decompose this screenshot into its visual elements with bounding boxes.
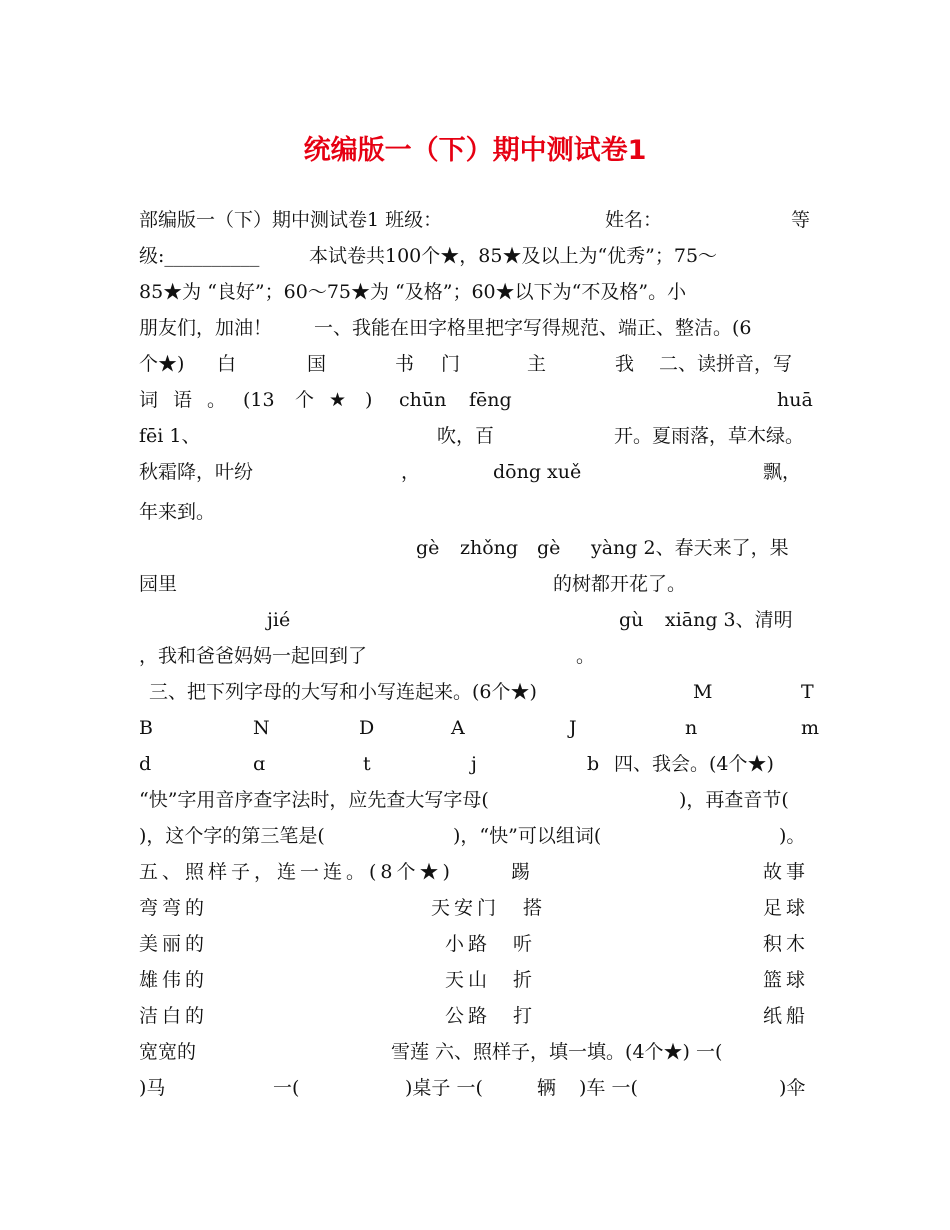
- text-segment: 个★): [139, 353, 185, 375]
- text-segment: 洁白的: [139, 1005, 209, 1027]
- text-segment: (13: [243, 389, 275, 411]
- text-line: [139, 382, 812, 418]
- text-segment: j: [471, 753, 477, 775]
- text-segment: 积木: [763, 933, 810, 955]
- text-segment: A: [451, 717, 465, 739]
- text-segment: gè: [416, 537, 440, 559]
- text-segment: xiāng 3、清明: [665, 609, 793, 631]
- text-segment: 85★为 “良好”；60～75★为 “及格”；60★以下为“不及格”。小: [139, 281, 687, 303]
- text-line: [139, 782, 812, 818]
- text-segment: b: [587, 753, 600, 775]
- text-segment: )车 一(: [579, 1077, 638, 1099]
- text-segment: 三、把下列字母的大写和小写连起来。(6个★): [149, 681, 537, 703]
- text-segment: jié: [267, 609, 291, 631]
- text-segment: 足球: [763, 897, 810, 919]
- text-segment: 弯弯的: [139, 897, 209, 919]
- page-title: 统编版一（下）期中测试卷1: [303, 135, 647, 166]
- text-segment: )，再查音节(: [679, 789, 789, 811]
- text-segment: 听: [513, 933, 533, 955]
- text-line: [139, 274, 812, 310]
- text-segment: 。: [207, 389, 227, 411]
- text-line: [139, 418, 812, 454]
- text-line: [139, 890, 812, 926]
- text-segment: 开。夏雨落，草木绿。: [614, 425, 805, 447]
- text-segment: 吹，百: [437, 425, 495, 447]
- text-segment: 小路: [445, 933, 492, 955]
- text-segment: 美丽的: [139, 933, 209, 955]
- text-segment: 搭: [523, 897, 543, 919]
- text-segment: 本试卷共100个★，85★及以上为“优秀”；75～: [309, 245, 718, 267]
- text-segment: 园里: [139, 573, 178, 595]
- text-segment: 五、照样子，连一连。(8个★): [139, 861, 454, 883]
- text-line: [139, 530, 812, 566]
- text-segment: 纸船: [763, 1005, 810, 1027]
- text-segment: 姓名：: [605, 209, 663, 231]
- text-line: [139, 1070, 812, 1106]
- text-segment: 等: [791, 209, 811, 231]
- text-line: [139, 746, 812, 782]
- text-segment: 秋霜降，叶纷: [139, 461, 254, 483]
- text-line: [139, 310, 812, 346]
- text-line: [139, 710, 820, 746]
- text-segment: 踢: [511, 861, 531, 883]
- text-segment: 宽宽的: [139, 1041, 197, 1063]
- text-segment: 国: [307, 353, 327, 375]
- text-line: [139, 346, 812, 382]
- text-segment: 二、读拼音，写: [659, 353, 793, 375]
- text-segment: m: [801, 717, 820, 739]
- text-segment: )，“快”可以组词(: [453, 825, 602, 847]
- text-segment: gù: [619, 609, 644, 631]
- text-segment: J: [569, 717, 577, 739]
- text-segment: 主: [527, 353, 547, 375]
- text-segment: D: [359, 717, 375, 739]
- text-segment: 雪莲 六、照样子，填一填。(4个★) 一(: [391, 1041, 723, 1063]
- text-segment: 朋友们，加油！: [139, 317, 273, 339]
- text-line: [139, 494, 812, 530]
- text-segment: ，: [401, 461, 421, 483]
- text-segment: N: [253, 717, 270, 739]
- text-line: [139, 926, 812, 962]
- text-segment: 折: [513, 969, 533, 991]
- text-segment: dōng xuě: [493, 461, 582, 483]
- text-segment: B: [139, 717, 153, 739]
- text-segment: 篮球: [763, 969, 810, 991]
- text-line: [139, 854, 812, 890]
- text-segment: 辆: [537, 1077, 557, 1099]
- text-segment: 语: [173, 389, 193, 411]
- text-segment: )。: [779, 825, 806, 847]
- text-segment: )伞: [779, 1077, 806, 1099]
- text-segment: 一、我能在田字格里把字写得规范、端正、整洁。(6: [314, 317, 752, 339]
- text-segment: 一(: [273, 1077, 300, 1099]
- text-segment: zhǒng: [460, 537, 519, 559]
- text-segment: 打: [513, 1005, 533, 1027]
- text-segment: 四、我会。(4个★): [614, 753, 774, 775]
- text-segment: 天安门: [431, 897, 501, 919]
- text-segment: 部编版一（下）期中测试卷1 班级：: [139, 209, 443, 231]
- text-segment: 天山: [445, 969, 492, 991]
- text-segment: )马: [139, 1077, 166, 1099]
- text-segment: 词: [139, 389, 159, 411]
- text-line: [139, 638, 812, 674]
- text-segment: T: [801, 681, 814, 703]
- text-segment: huā: [777, 389, 813, 411]
- text-segment: fēi 1、: [139, 425, 201, 447]
- text-segment: 雄伟的: [139, 969, 209, 991]
- text-segment: 我: [615, 353, 635, 375]
- text-segment: M: [693, 681, 713, 703]
- text-segment: t: [363, 753, 371, 775]
- text-segment: ɑ: [253, 753, 266, 775]
- text-segment: fēng: [469, 389, 512, 411]
- text-segment: 年来到。: [139, 501, 216, 523]
- text-line: [139, 962, 812, 998]
- text-segment: 故事: [763, 861, 810, 883]
- text-line: [139, 674, 812, 710]
- text-line: [139, 602, 812, 638]
- text-segment: ): [365, 389, 373, 411]
- text-segment: “快”字用音序查字法时，应先查大写字母(: [139, 789, 489, 811]
- text-segment: )，这个字的第三笔是(: [139, 825, 325, 847]
- text-segment: 级:__________: [139, 245, 260, 267]
- text-line: [139, 566, 812, 602]
- text-segment: yàng 2、春天来了，果: [591, 537, 789, 559]
- text-line: [139, 998, 812, 1034]
- text-segment: )桌子 一(: [405, 1077, 483, 1099]
- text-segment: 飘，: [763, 461, 802, 483]
- text-segment: n: [685, 717, 698, 739]
- text-segment: 门: [441, 353, 461, 375]
- text-segment: ★: [329, 389, 347, 411]
- text-segment: 书: [395, 353, 415, 375]
- text-segment: 个: [295, 389, 315, 411]
- text-segment: ，我和爸爸妈妈一起回到了: [139, 645, 368, 667]
- text-segment: 公路: [445, 1005, 492, 1027]
- text-line: [139, 238, 812, 274]
- text-segment: gè: [537, 537, 561, 559]
- text-segment: d: [139, 753, 152, 775]
- text-line: [139, 818, 812, 854]
- text-segment: 的树都开花了。: [553, 573, 687, 595]
- text-line: [139, 454, 812, 490]
- text-line: [139, 202, 812, 238]
- text-line: [139, 1034, 812, 1070]
- text-segment: chūn: [399, 389, 447, 411]
- text-segment: 。: [576, 645, 596, 667]
- text-segment: 白: [217, 353, 237, 375]
